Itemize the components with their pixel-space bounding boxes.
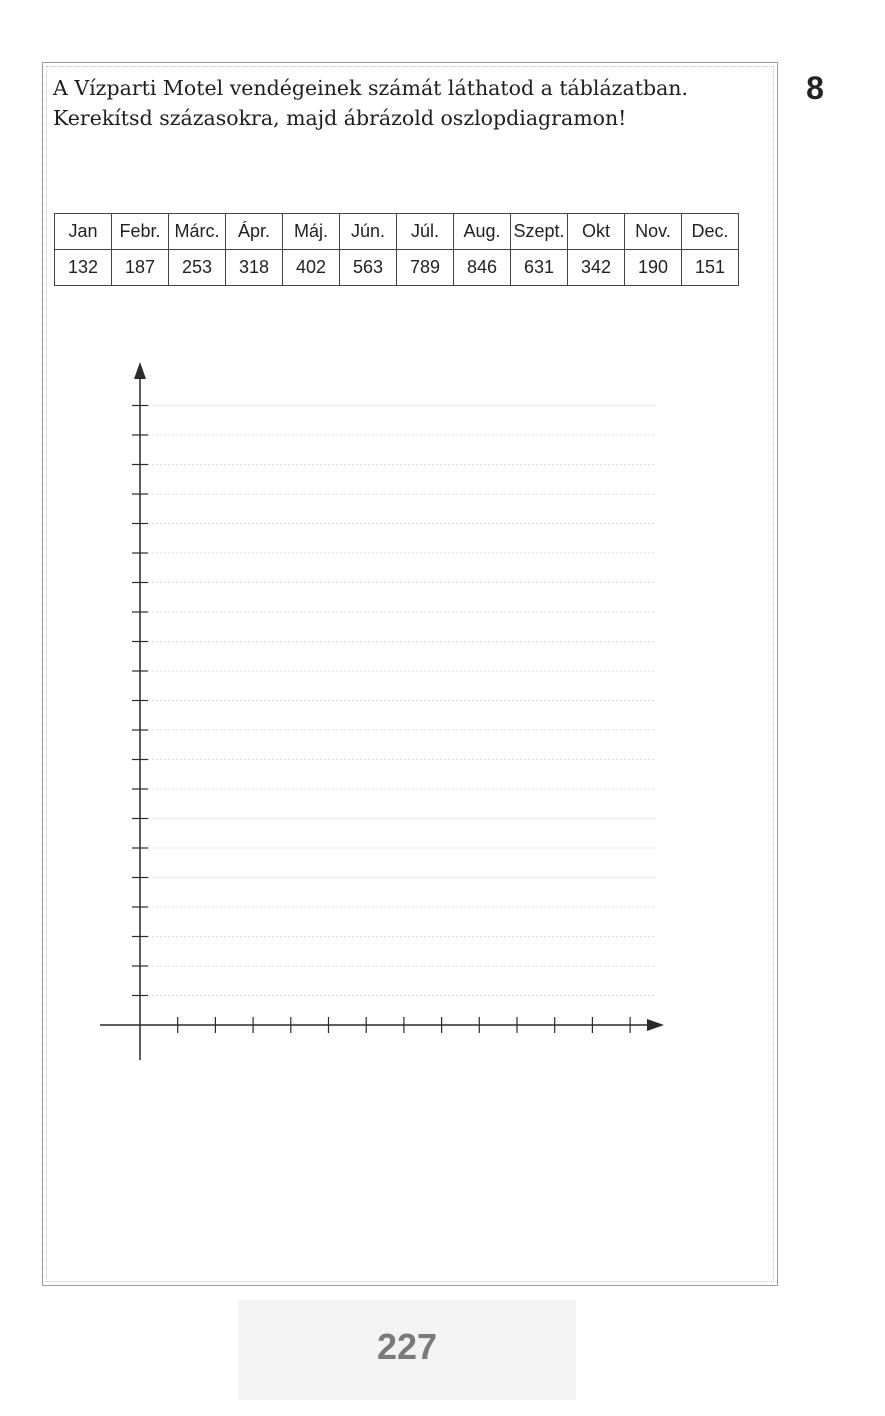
- value-cell: 402: [283, 250, 340, 286]
- value-cell: 187: [112, 250, 169, 286]
- value-cell: 563: [340, 250, 397, 286]
- task-instruction-line-2: Kerekítsd százasokra, majd ábrázold oszlopdiagramon!: [53, 106, 627, 130]
- month-cell: Febr.: [112, 214, 169, 250]
- month-cell: Márc.: [169, 214, 226, 250]
- value-cell: 846: [454, 250, 511, 286]
- value-cell: 190: [625, 250, 682, 286]
- value-cell: 253: [169, 250, 226, 286]
- value-cell: 631: [511, 250, 568, 286]
- y-axis-arrow: [134, 362, 146, 379]
- value-cell: 789: [397, 250, 454, 286]
- month-cell: Aug.: [454, 214, 511, 250]
- task-instruction-line-1: A Vízparti Motel vendégeinek számát láthatod a táblázatban.: [53, 76, 689, 100]
- month-cell: Júl.: [397, 214, 454, 250]
- value-cell: 132: [55, 250, 112, 286]
- value-cell: 318: [226, 250, 283, 286]
- month-cell: Ápr.: [226, 214, 283, 250]
- month-cell: Okt: [568, 214, 625, 250]
- month-cell: Máj.: [283, 214, 340, 250]
- month-cell: Jan: [55, 214, 112, 250]
- value-cell: 151: [682, 250, 739, 286]
- task-number: 8: [806, 70, 824, 106]
- month-cell: Jún.: [340, 214, 397, 250]
- month-cell: Dec.: [682, 214, 739, 250]
- value-cell: 342: [568, 250, 625, 286]
- month-cell: Szept.: [511, 214, 568, 250]
- month-cell: Nov.: [625, 214, 682, 250]
- page-number: 227: [376, 1326, 438, 1367]
- x-axis-arrow: [647, 1019, 664, 1031]
